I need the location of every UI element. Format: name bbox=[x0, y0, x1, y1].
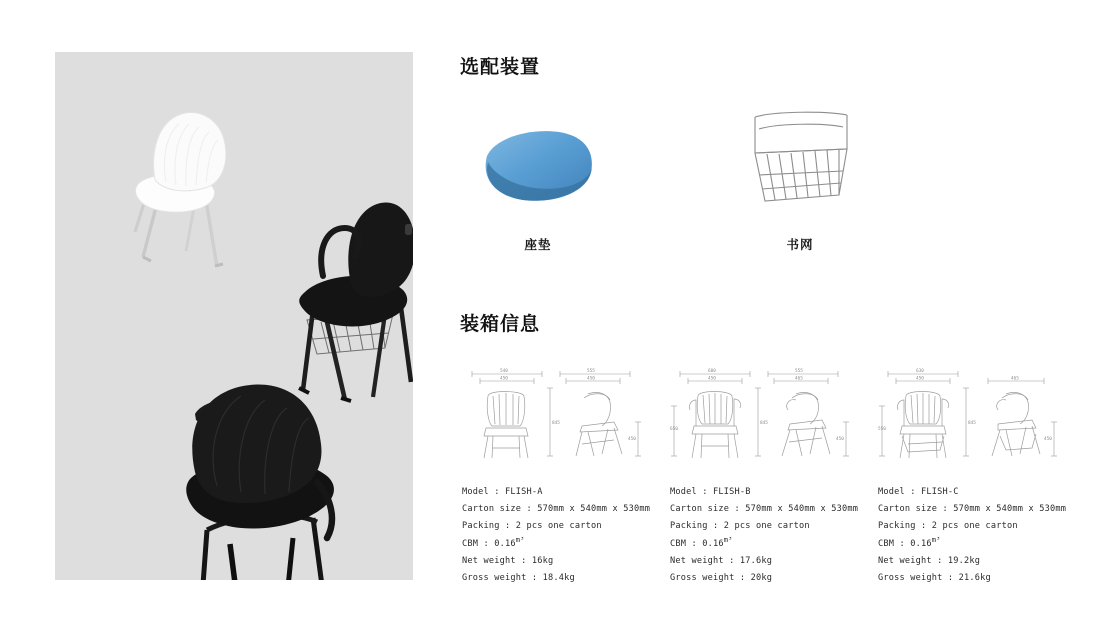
packing-columns bbox=[460, 366, 1067, 586]
dim-left-front: 650 bbox=[670, 427, 678, 432]
dim-top-front-inner: 450 bbox=[500, 376, 508, 382]
spec-model: Model : FLISH-B bbox=[670, 487, 751, 497]
product-photo bbox=[55, 52, 413, 580]
spec-content bbox=[460, 52, 1067, 586]
spec-packing: Packing : 2 pcs one carton bbox=[462, 520, 602, 531]
dim-top-side-inner: 465 bbox=[795, 376, 803, 382]
accessory-seat-cushion bbox=[468, 109, 608, 253]
spec-gross-weight: Gross weight : 21.6kg bbox=[878, 572, 991, 583]
dim-top-side-outer: 555 bbox=[587, 369, 595, 374]
dim-top-front-inner: 450 bbox=[916, 376, 924, 382]
spec-packing: Packing : 2 pcs one carton bbox=[670, 520, 810, 531]
spec-carton: Carton size : 570mm x 540mm x 530mm bbox=[462, 503, 651, 514]
spec-gross-weight: Gross weight : 20kg bbox=[670, 572, 773, 583]
dim-top-front-outer: 630 bbox=[916, 369, 924, 374]
accessory-label: 座垫 bbox=[524, 237, 552, 252]
dim-height-front: 845 bbox=[552, 421, 560, 426]
packing-column-a bbox=[462, 366, 651, 586]
dim-height-front: 845 bbox=[968, 421, 976, 426]
packing-info-title: 装箱信息 bbox=[460, 313, 541, 335]
seat-cushion-icon bbox=[468, 109, 608, 219]
dim-height-side: 450 bbox=[1044, 437, 1052, 442]
chair-side-view bbox=[576, 392, 622, 456]
dimension-drawing-a bbox=[462, 366, 644, 468]
accessories-list bbox=[460, 109, 1060, 253]
accessory-label: 书网 bbox=[786, 237, 814, 252]
dim-top-front-outer: 540 bbox=[500, 369, 508, 374]
spec-net-weight: Net weight : 19.2kg bbox=[878, 555, 981, 566]
chair-front-view bbox=[689, 392, 740, 459]
dimension-drawing-b bbox=[670, 366, 852, 468]
chair-side-view bbox=[782, 392, 830, 456]
spec-gross-weight: Gross weight : 18.4kg bbox=[462, 572, 575, 583]
spec-model: Model : FLISH-C bbox=[878, 487, 959, 497]
dim-left-front: 550 bbox=[878, 427, 886, 432]
spec-cbm: CBM : $0.16^{m^3}$ bbox=[878, 536, 941, 550]
product-photo-illustration bbox=[55, 52, 413, 580]
dim-top-front-inner: 450 bbox=[708, 376, 716, 382]
packing-specs-a bbox=[462, 484, 651, 586]
packing-specs-b bbox=[670, 484, 859, 586]
dim-height-front: 845 bbox=[760, 421, 768, 426]
dim-height-side: 450 bbox=[628, 437, 636, 442]
optional-devices-title: 选配装置 bbox=[460, 56, 541, 78]
chair-front-view bbox=[897, 392, 948, 459]
dim-top-front-outer: 600 bbox=[708, 369, 716, 374]
spec-carton: Carton size : 570mm x 540mm x 530mm bbox=[670, 503, 859, 514]
spec-cbm: CBM : $0.16^{m^3}$ bbox=[462, 536, 525, 550]
book-basket-icon bbox=[730, 109, 870, 219]
chair-front-view bbox=[484, 392, 528, 459]
spec-packing: Packing : 2 pcs one carton bbox=[878, 520, 1018, 531]
dim-height-side: 450 bbox=[836, 437, 844, 442]
dim-top-side-inner: 465 bbox=[1011, 376, 1019, 382]
dim-top-side-inner: 450 bbox=[587, 376, 595, 382]
spec-net-weight: Net weight : 17.6kg bbox=[670, 555, 773, 566]
accessory-book-basket bbox=[730, 109, 870, 253]
dimension-drawing-c bbox=[878, 366, 1060, 468]
spec-net-weight: Net weight : 16kg bbox=[462, 555, 554, 566]
packing-column-b bbox=[670, 366, 859, 586]
spec-model: Model : FLISH-A bbox=[462, 487, 543, 497]
spec-cbm: CBM : $0.16^{m^3}$ bbox=[670, 536, 733, 550]
dim-top-side-outer: 555 bbox=[795, 369, 803, 374]
packing-specs-c bbox=[878, 484, 1067, 586]
packing-column-c bbox=[878, 366, 1067, 586]
spec-carton: Carton size : 570mm x 540mm x 530mm bbox=[878, 503, 1067, 514]
chair-side-view bbox=[992, 392, 1040, 456]
